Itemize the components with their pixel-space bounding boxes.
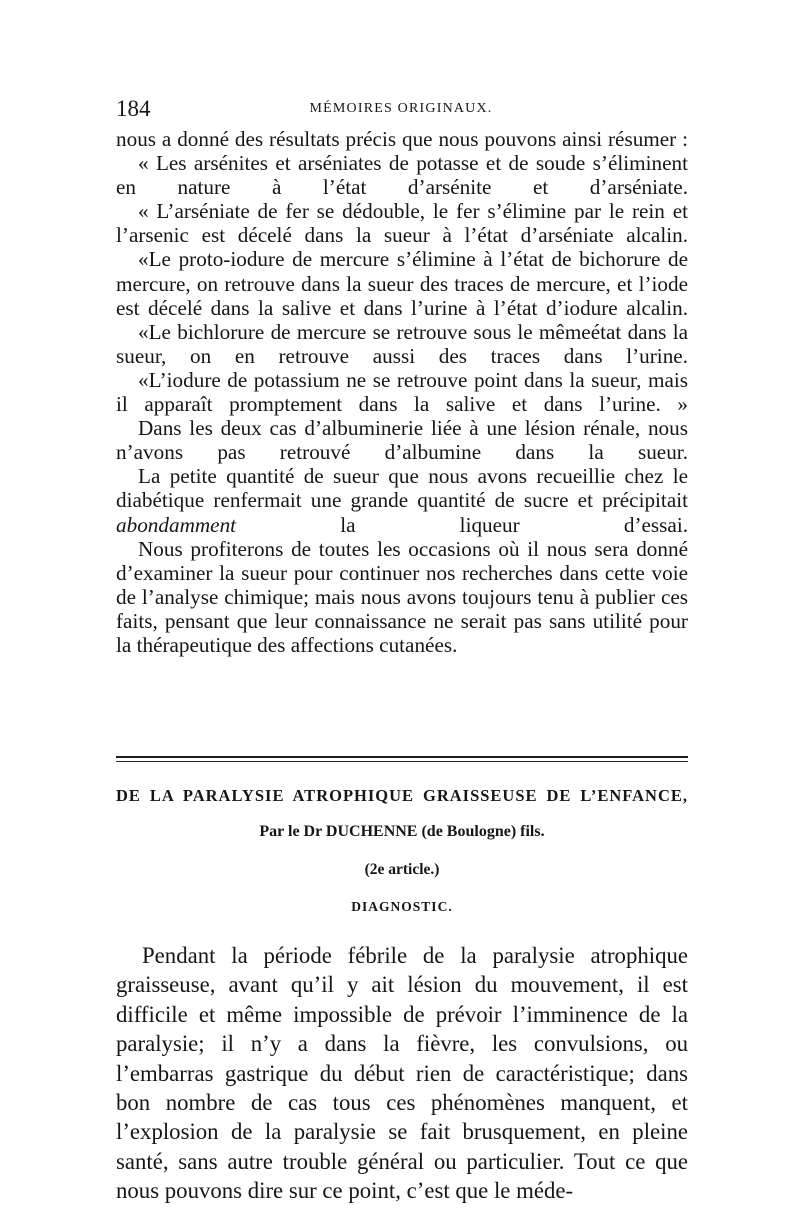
section-divider-thin <box>116 761 688 762</box>
paragraph-summary-intro: nous a donné des résultats précis que nous pouvons ainsi résumer : <box>116 127 688 151</box>
page-number: 184 <box>116 96 151 121</box>
article-byline: Par le Dr DUCHENNE (de Boulogne) fils. <box>259 823 545 840</box>
section-heading: DIAGNOSTIC. <box>351 899 453 914</box>
paragraph-iron-arseniate: « L’arséniate de fer se dédouble, le fer s’élimine par le rein et l’arsenic est décelé dans la sueur à l’état d’arséniate alcalin. <box>116 199 688 248</box>
paragraph-diagnostic: Pendant la période fébrile de la paralysie atrophique graisseuse, avant qu’il y ait lésion du mouvement, il est difficile et même impossible de prévoir l’imminence de la paralysie; il n’y a dans la fièvre, les convulsions, ou l’embarras gastrique du début rien de caractéristique; dans bon nombre de cas tous ces phénomènes manquent, et l’explosion de la paralysie se fait brusquement, en pleine santé, sans autre trouble général ou particulier. Tout ce que nous pouvons dire sur ce point, c’est que le méde- <box>116 943 688 1204</box>
memoir-text <box>116 127 688 657</box>
emphasis-word: abondamment <box>116 512 237 537</box>
paragraph-diabetic-sweat <box>116 464 688 536</box>
article-title: DE LA PARALYSIE ATROPHIQUE GRAISSEUSE DE L’ENFANCE, <box>116 786 688 805</box>
article-part-note: (2e article.) <box>364 861 440 878</box>
paragraph-potassium-iodide: «L’iodure de potassium ne se retrouve point dans la sueur, mais il apparaît promptement dans la salive et dans l’urine. » <box>116 367 688 417</box>
section-divider-thick <box>116 756 688 758</box>
page-header <box>116 96 686 122</box>
paragraph-albuminuria: Dans les deux cas d’albuminerie liée à une lésion rénale, nous n’avons pas retrouvé d’albumine dans la sueur. <box>116 416 688 465</box>
paragraph-arsenites: « Les arsénites et arséniates de potasse et de soude s’éliminent en nature à l’état d’arsénite et d’arséniate. <box>116 151 688 200</box>
paragraph-proto-iodide: «Le proto-iodure de mercure s’élimine à l’état de bichorure de mercure, on retrouve dans la sueur des traces de mercure, et l’iode est décelé dans la salive et dans l’urine à l’état d’iodure alcalin. <box>116 247 688 320</box>
paragraph-bichloride: «Le bichlorure de mercure se retrouve sous le mêmeétat dans la sueur, on en retrouve aussi des traces dans l’urine. <box>116 319 688 368</box>
running-title: MÉMOIRES ORIGINAUX. <box>309 101 493 116</box>
sweat-text-before: La petite quantité de sueur que nous avons recueillie chez le diabétique renfermait une grande quantité de sucre et précipitait <box>116 464 688 513</box>
article-text <box>116 941 688 1206</box>
paragraph-closing: Nous profiterons de toutes les occasions où il nous sera donné d’examiner la sueur pour continuer nos recherches dans cette voie de l’analyse chimique; mais nous avons toujours tenu à publier ces faits, pensant que leur connaissance ne serait pas sans utilité pour la thérapeutique des affections cutanées. <box>116 536 688 657</box>
sweat-text-after: la liqueur d’essai. <box>236 512 688 537</box>
